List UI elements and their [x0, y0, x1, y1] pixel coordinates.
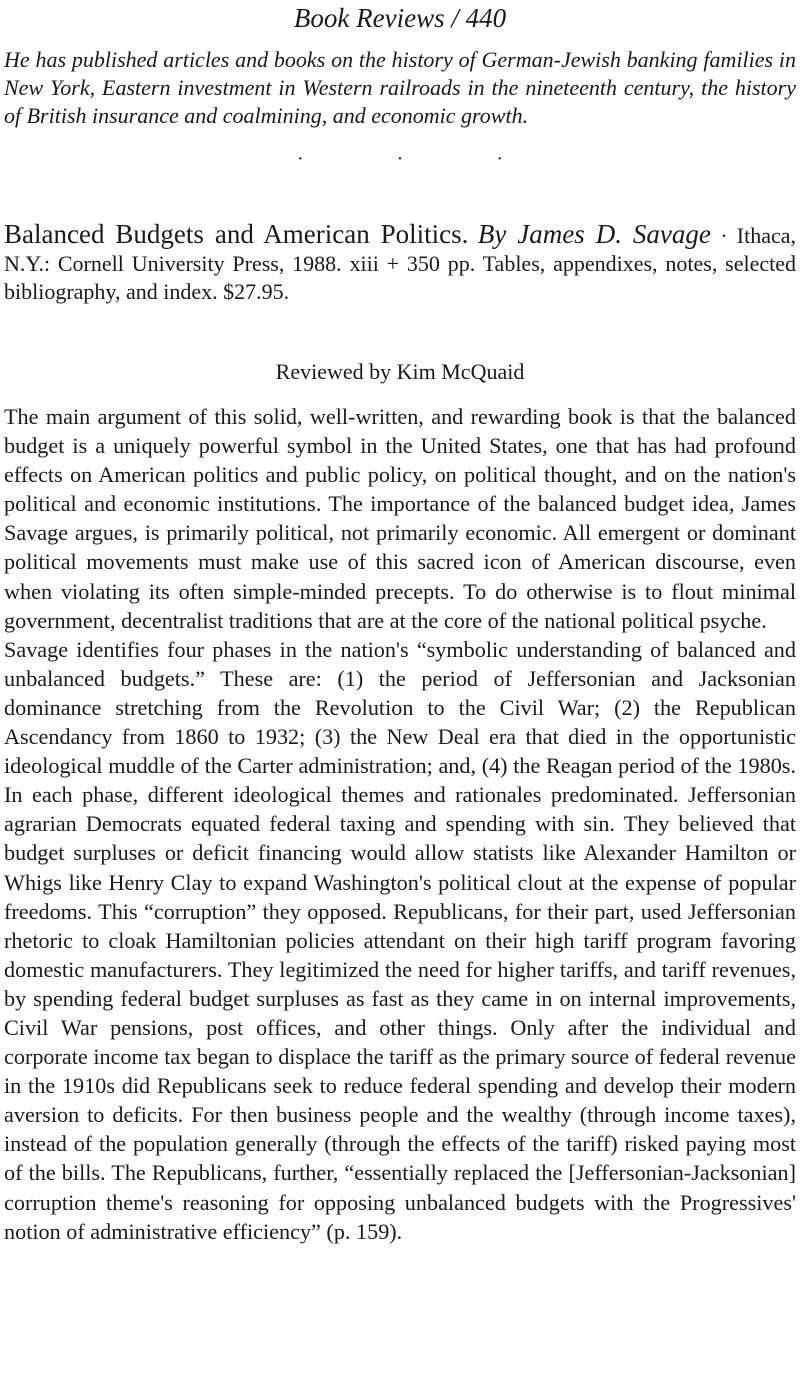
book-citation — [4, 220, 796, 306]
citation-separator-dot: · — [720, 224, 728, 248]
running-head: Book Reviews / 440 — [293, 3, 507, 33]
section-separator: · · · — [297, 148, 547, 170]
book-author: By James D. Savage — [477, 219, 711, 249]
review-paragraph: The main argument of this solid, well-written, and rewarding book is that the balanced budget is a uniquely powerful symbol in the United States, one that has had profound effects on American politics and public policy, on political thought, and on the nation's political and economic institutions. The importance of the balanced budget idea, James Savage argues, is primarily political, not primarily economic. All emergent or dominant political movements must make use of this sacred icon of American discourse, even when violating its often simple-minded precepts. To do otherwise is to flout minimal government, decentralist traditions that are at the core of the national political psyche. — [4, 404, 796, 633]
book-title: Balanced Budgets and American Politics. — [4, 219, 469, 249]
publication-details: Ithaca, N.Y.: Cornell University Press, 1988. xiii + 350 pp. Tables, appendixes, notes, selected bibliography, and index. $27.95. — [4, 223, 797, 304]
reviewer-line: Reviewed by Kim McQuaid — [275, 359, 525, 384]
review-paragraph: Savage identifies four phases in the nation's “symbolic understanding of balanced and unbalanced budgets.” These are: (1) the period of Jeffersonian and Jacksonian dominance stretching from the Revolution to the Civil War; (2) the Republican Ascendancy from 1860 to 1932; (3) the New Deal era that died in the opportunistic ideological muddle of the Carter administration; and, (4) the Reagan period of the 1980s. In each phase, different ideological themes and rationales predominated. Jeffersonian agrarian Democrats equated federal taxing and spending with sin. They believed that budget surpluses or deficit financing would allow statists like Alexander Hamilton or Whigs like Henry Clay to expand Washington's political clout at the expense of popular freedoms. This “corruption” they opposed. Republicans, for their part, used Jeffersonian rhetoric to cloak Hamiltonian policies attendant on their high tariff program favoring domestic manufacturers. They legitimized the need for higher tariffs, and tariff revenues, by spending federal budget surpluses as fast as they came in on internal improvements, Civil War pensions, post offices, and other things. Only after the individual and corporate income tax began to displace the tariff as the primary source of federal revenue in the 1910s did Republicans seek to reduce federal spending and develop their modern aversion to deficits. For then business people and the wealthy (through income taxes), instead of the population generally (through the effects of the tariff) risked paying most of the bills. The Republicans, further, “essentially replaced the [Jeffersonian-Jacksonian] corruption theme's reasoning for opposing unbalanced budgets with the Progressives' notion of administrative efficiency” (p. 159). — [4, 636, 796, 1244]
previous-reviewer-bio: He has published articles and books on the history of German-Jewish banking families in New York, Eastern investment in Western railroads in the nineteenth century, the history of British insurance and coalmining, and economic growth. — [4, 47, 796, 128]
review-body — [4, 402, 796, 1246]
